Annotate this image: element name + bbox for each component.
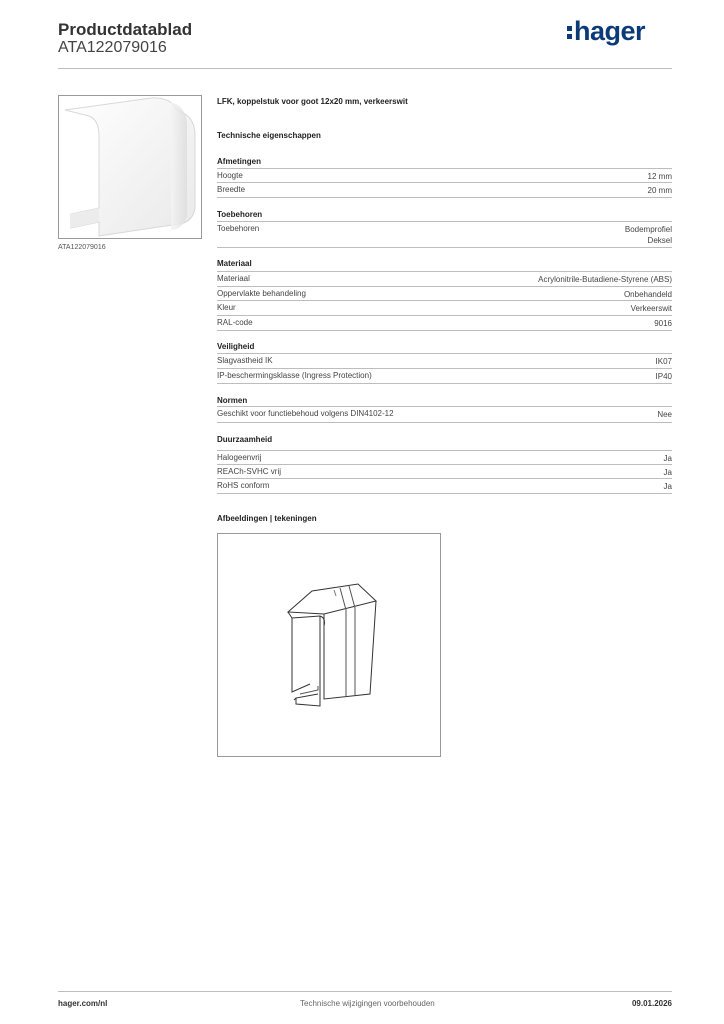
thumbnail-caption: ATA122079016	[58, 244, 106, 251]
footer-disclaimer: Technische wijzigingen voorbehouden	[300, 999, 435, 1008]
footer-website-link[interactable]: hager.com/nl	[58, 999, 108, 1008]
technical-drawing	[217, 533, 441, 757]
row-value-list	[625, 224, 672, 246]
row-value: Nee	[657, 410, 672, 419]
table-row	[217, 221, 672, 247]
row-value: 12 mm	[647, 172, 672, 181]
product-thumbnail	[58, 95, 202, 239]
row-key: Oppervlakte behandeling	[217, 289, 306, 298]
row-value: Ja	[663, 454, 672, 463]
table-row	[217, 300, 672, 315]
section-heading-normen: Normen	[217, 396, 248, 405]
section-divider	[217, 493, 672, 494]
product-photo-icon	[59, 96, 201, 238]
row-key: REACh-SVHC vrij	[217, 467, 282, 476]
row-key: Kleur	[217, 303, 236, 312]
row-key: Hoogte	[217, 171, 243, 180]
table-row	[217, 478, 672, 493]
row-value: Ja	[663, 468, 672, 477]
row-value: Bodemprofiel	[624, 225, 672, 234]
footer-divider	[58, 991, 672, 992]
row-value: Ja	[663, 482, 672, 491]
hager-logo	[567, 16, 645, 47]
row-value: 20 mm	[647, 186, 672, 195]
section-heading-toebehoren: Toebehoren	[217, 210, 263, 219]
row-key: Slagvastheid IK	[217, 356, 273, 365]
row-key: Breedte	[217, 185, 246, 194]
article-number: ATA122079016	[58, 39, 167, 56]
section-divider	[217, 197, 672, 198]
table-row	[217, 464, 672, 479]
section-heading-duurzaamheid: Duurzaamheid	[217, 435, 273, 444]
row-key: Materiaal	[217, 274, 250, 283]
table-row	[217, 271, 672, 286]
tech-properties-heading: Technische eigenschappen	[217, 131, 321, 140]
header-divider	[58, 68, 672, 69]
coupler-drawing-icon	[218, 534, 440, 756]
row-value: IK07	[655, 357, 672, 366]
section-divider	[217, 383, 672, 384]
row-key: Geschikt voor functiebehoud volgens DIN4102-12	[217, 409, 394, 418]
logo-text: hager	[574, 16, 646, 46]
row-value: Verkeerswit	[630, 304, 672, 313]
section-heading-materiaal: Materiaal	[217, 259, 252, 268]
section-heading-afmetingen: Afmetingen	[217, 157, 261, 166]
table-row	[217, 315, 672, 330]
row-value: Deksel	[647, 236, 672, 245]
page-title: Productdatablad	[58, 20, 193, 39]
row-key: Toebehoren	[217, 224, 260, 233]
row-key: Halogeenvrij	[217, 453, 262, 462]
table-row	[217, 286, 672, 301]
table-row	[217, 182, 672, 197]
table-row	[217, 368, 672, 383]
section-divider	[217, 422, 672, 423]
row-key: RAL-code	[217, 318, 253, 327]
section-divider	[217, 247, 672, 248]
table-row	[217, 168, 672, 183]
row-value: IP40	[655, 372, 672, 381]
drawings-heading: Afbeeldingen | tekeningen	[217, 514, 317, 523]
row-value: Onbehandeld	[623, 290, 672, 299]
table-row	[217, 353, 672, 368]
row-value: Acrylonitrile-Butadiene-Styrene (ABS)	[538, 275, 672, 284]
section-divider	[217, 330, 672, 331]
row-key: IP-beschermingsklasse (Ingress Protection)	[217, 371, 372, 380]
table-row	[217, 406, 672, 421]
product-title: LFK, koppelstuk voor goot 12x20 mm, verkeerswit	[217, 97, 408, 106]
table-row	[217, 450, 672, 465]
logo-dots-icon	[567, 23, 572, 42]
footer-date: 09.01.2026	[631, 999, 672, 1008]
row-key: RoHS conform	[217, 481, 270, 490]
section-heading-veiligheid: Veiligheid	[217, 342, 255, 351]
row-value: 9016	[654, 319, 672, 328]
